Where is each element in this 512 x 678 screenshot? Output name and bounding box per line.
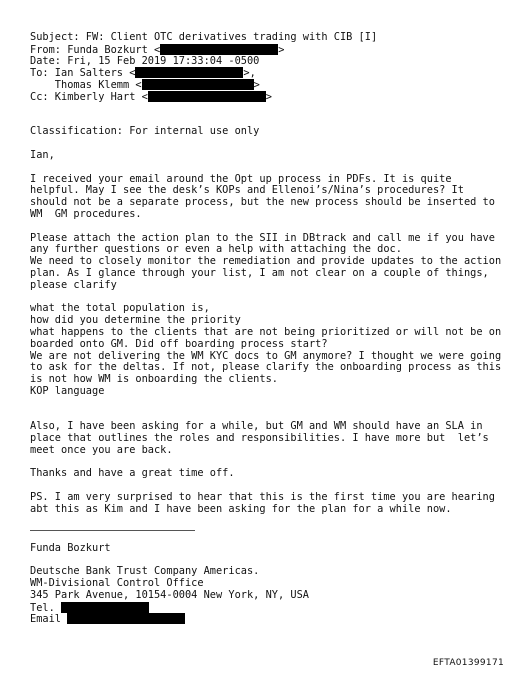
from-line xyxy=(30,44,500,56)
to-close: >, xyxy=(243,67,256,80)
closing-line: Thanks and have a great time off. xyxy=(30,467,235,480)
text-line: boarded onto GM. Did off boarding process start? xyxy=(30,337,328,350)
to2-label: Thomas Klemm < xyxy=(30,79,142,92)
text-line: what the total population is, xyxy=(30,302,210,315)
greeting: Ian, xyxy=(30,148,55,161)
text-line: plan. As I glance through your list, I am not clear on a couple of things, xyxy=(30,266,489,279)
text-line: please clarify xyxy=(30,278,117,291)
redaction-box xyxy=(135,67,243,78)
signature-company: Deutsche Bank Trust Company Americas. xyxy=(30,565,260,578)
paragraph-1 xyxy=(30,174,500,221)
text-line: PS. I am very surprised to hear that this is the first time you are hearing xyxy=(30,491,495,504)
signature-address: 345 Park Avenue, 10154-0004 New York, NY, USA xyxy=(30,588,309,601)
cc-line xyxy=(30,91,500,103)
redaction-box xyxy=(67,613,185,624)
text-line: I received your email around the Opt up process in PDFs. It is quite xyxy=(30,172,452,185)
text-line: is not how WM is onboarding the clients. xyxy=(30,373,278,386)
signature-name: Funda Bozkurt xyxy=(30,541,111,554)
cc-label: Cc: Kimberly Hart < xyxy=(30,90,148,103)
signature-block xyxy=(30,543,500,626)
cc-close: > xyxy=(265,90,272,103)
paragraph-4 xyxy=(30,421,500,456)
from-label: From: Funda Bozkurt < xyxy=(30,43,161,56)
text-line: to ask for the deltas. If not, please clarify the onboarding process as this xyxy=(30,361,502,374)
to2-line xyxy=(30,79,500,91)
paragraph-3 xyxy=(30,303,500,397)
to-line xyxy=(30,67,500,79)
text-line: WM GM procedures. xyxy=(30,207,142,220)
text-line: how did you determine the priority xyxy=(30,314,241,327)
email-label: Email xyxy=(30,613,68,626)
text-line: We are not delivering the WM KYC docs to GM anymore? I thought we were going xyxy=(30,349,502,362)
text-line: KOP language xyxy=(30,384,105,397)
text-line: should not be a separate process, but the new process should be inserted to xyxy=(30,196,495,209)
tel-label: Tel. xyxy=(30,601,61,614)
text-line: helpful. May I see the desk’s KOPs and Ellenoi’s/Nina’s procedures? It xyxy=(30,184,464,197)
signature-office: WM-Divisional Control Office xyxy=(30,577,204,590)
bates-number: EFTA01399171 xyxy=(432,658,504,668)
redaction-box xyxy=(142,79,254,90)
signature-email xyxy=(30,613,500,625)
date-line: Date: Fri, 15 Feb 2019 17:33:04 -0500 xyxy=(30,54,260,67)
signature-divider xyxy=(30,530,195,531)
text-line: Please attach the action plan to the SII in DBtrack and call me if you have xyxy=(30,231,495,244)
text-line: Also, I have been asking for a while, but GM and WM should have an SLA in xyxy=(30,420,483,433)
signature-tel xyxy=(30,602,500,614)
to2-close: > xyxy=(253,79,260,92)
text-line: any further questions or even a help with attaching the doc. xyxy=(30,243,402,256)
email-document xyxy=(30,32,500,625)
text-line: place that outlines the roles and responsibilities. I have more but let’s xyxy=(30,432,489,445)
redaction-box xyxy=(61,602,149,613)
redaction-box xyxy=(160,44,278,55)
paragraph-2 xyxy=(30,233,500,292)
from-close: > xyxy=(278,43,285,56)
text-line: what happens to the clients that are not being prioritized or will not be on xyxy=(30,325,502,338)
email-header xyxy=(30,32,500,103)
subject-line: Subject: FW: Client OTC derivatives trading with CIB [I] xyxy=(30,31,378,43)
redaction-box xyxy=(148,91,266,102)
to-label: To: Ian Salters < xyxy=(30,67,136,80)
text-line: abt this as Kim and I have been asking for the plan for a while now. xyxy=(30,502,452,515)
text-line: We need to closely monitor the remediation and provide updates to the action xyxy=(30,255,502,268)
text-line: meet once you are back. xyxy=(30,443,173,456)
postscript xyxy=(30,492,500,516)
classification: Classification: For internal use only xyxy=(30,125,260,138)
